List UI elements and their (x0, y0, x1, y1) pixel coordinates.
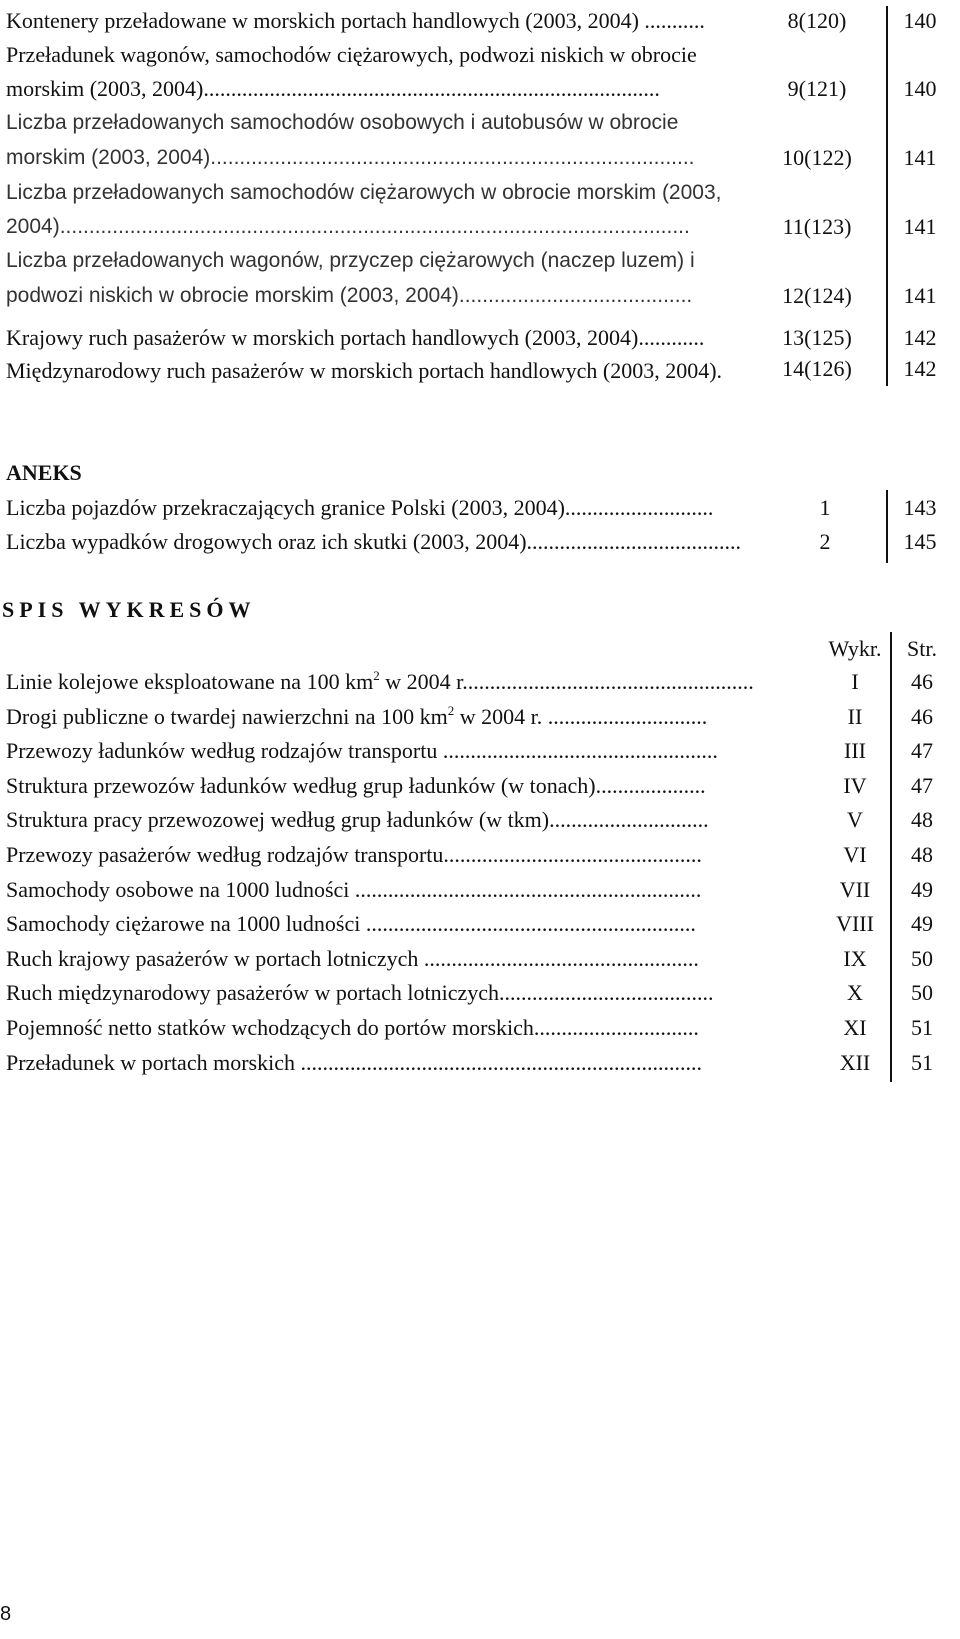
column-divider (886, 6, 888, 386)
page-number-ref: 47 (911, 738, 933, 763)
table-number: 11(123) (782, 214, 852, 239)
column-divider (890, 632, 892, 1082)
column-divider (886, 490, 888, 563)
table-entry-title: 2004)............................................................................................................ (6, 215, 690, 238)
superscript: 2 (447, 703, 455, 718)
chart-number: IV (843, 773, 867, 798)
aneks-entry-title: Liczba pojazdów przekraczających granice Polski (2003, 2004)........................... (6, 495, 714, 520)
page-number-ref: 48 (911, 842, 933, 867)
chart-number: II (847, 704, 863, 729)
chart-entry-title: Samochody osobowe na 1000 ludności ............................................................... (6, 877, 702, 902)
chart-entry-title: Pojemność netto statków wchodzących do portów morskich.............................. (6, 1015, 699, 1040)
chart-entry-title: Struktura pracy przewozowej według grup ładunków (w tkm)............................. (6, 807, 709, 832)
page-number-ref: 143 (903, 495, 937, 520)
page-number-ref: 49 (911, 877, 933, 902)
chart-number: XI (843, 1015, 867, 1040)
page-number-ref: 48 (911, 807, 933, 832)
table-entry-title: morskim (2003, 2004)................................................................................... (6, 76, 660, 101)
table-entry-title: Międzynarodowy ruch pasażerów w morskich portach handlowych (2003, 2004). (6, 358, 723, 383)
table-entry-title: Przeładunek wagonów, samochodów ciężarowych, podwozi niskich w obrocie (6, 42, 697, 67)
chart-number: X (847, 980, 863, 1005)
table-number: 8(120) (787, 8, 847, 33)
aneks-heading: ANEKS (6, 460, 82, 485)
superscript: 2 (373, 668, 380, 683)
aneks-entry-title: Liczba wypadków drogowych oraz ich skutki (2003, 2004)....................................... (6, 529, 742, 554)
chart-number: IX (843, 946, 867, 971)
chart-entry-title: Przewozy ładunków według rodzajów transportu .................................................. (6, 738, 718, 763)
page-number-ref: 51 (911, 1050, 933, 1075)
table-entry-title: morskim (2003, 2004)................................................................................... (6, 146, 695, 169)
table-number: 12(124) (782, 283, 852, 308)
chart-number: VII (839, 877, 871, 902)
table-number: 14(126) (782, 356, 852, 381)
page-number-ref: 50 (911, 980, 933, 1005)
page-number-ref: 51 (911, 1015, 933, 1040)
page-number-ref: 142 (903, 356, 937, 381)
page-number-ref: 140 (903, 8, 937, 33)
table-entry-title: podwozi niskich w obrocie morskim (2003, 2004)........................................ (6, 284, 693, 307)
table-entry-title: Liczba przeładowanych samochodów ciężarowych w obrocie morskim (2003, (6, 181, 722, 204)
chart-number: I (851, 669, 859, 694)
page-number-ref: 50 (911, 946, 933, 971)
chart-entry-title: Ruch krajowy pasażerów w portach lotniczych .................................................. (6, 946, 699, 971)
chart-number: VI (843, 842, 867, 867)
page-number-ref: 141 (903, 283, 937, 308)
column-header-page: Str. (907, 636, 937, 661)
column-header-chart: Wykr. (828, 636, 882, 661)
page-number-ref: 142 (903, 325, 937, 350)
table-entry-title: Liczba przeładowanych wagonów, przyczep ciężarowych (naczep luzem) i (6, 249, 695, 272)
chart-entry-title: Struktura przewozów ładunków według grup ładunków (w tonach).................... (6, 773, 706, 798)
aneks-number: 2 (819, 529, 831, 554)
page-number-ref: 46 (911, 669, 933, 694)
charts-list-heading: SPIS WYKRESÓW (2, 597, 256, 622)
table-number: 13(125) (782, 325, 852, 350)
chart-number: III (844, 738, 866, 763)
chart-number: VIII (836, 911, 874, 936)
page-number: 8 (0, 1603, 12, 1625)
chart-entry-title: Przeładunek w portach morskich ......................................................................... (6, 1050, 702, 1075)
table-number: 9(121) (787, 76, 847, 101)
page-number-ref: 145 (903, 529, 937, 554)
table-entry-title: Liczba przeładowanych samochodów osobowych i autobusów w obrocie (6, 111, 679, 134)
aneks-number: 1 (819, 495, 831, 520)
table-entry-title: Krajowy ruch pasażerów w morskich portach handlowych (2003, 2004)............ (6, 325, 705, 350)
chart-entry-title: Przewozy pasażerów według rodzajów transportu............................................... (6, 842, 702, 867)
chart-number: XII (839, 1050, 871, 1075)
chart-entry-title: Ruch międzynarodowy pasażerów w portach lotniczych....................................... (6, 980, 714, 1005)
page-number-ref: 141 (903, 214, 937, 239)
chart-entry-title: Drogi publiczne o twardej nawierzchni na 100 $km^2$ w 2004 r. ............................. (6, 703, 708, 729)
chart-number: V (847, 807, 863, 832)
page-number-ref: 140 (903, 76, 937, 101)
table-entry-title: Kontenery przeładowane w morskich portach handlowych (2003, 2004) ........... (6, 8, 705, 33)
table-number: 10(122) (782, 145, 852, 170)
page-number-ref: 46 (911, 704, 933, 729)
page-number-ref: 141 (903, 145, 937, 170)
chart-entry-title: Linie kolejowe eksploatowane na 100 $km^2$ w 2004 r..................................................... (6, 668, 754, 694)
chart-entry-title: Samochody ciężarowe na 1000 ludności ............................................................ (6, 911, 696, 936)
page-number-ref: 47 (911, 773, 933, 798)
page-number-ref: 49 (911, 911, 933, 936)
